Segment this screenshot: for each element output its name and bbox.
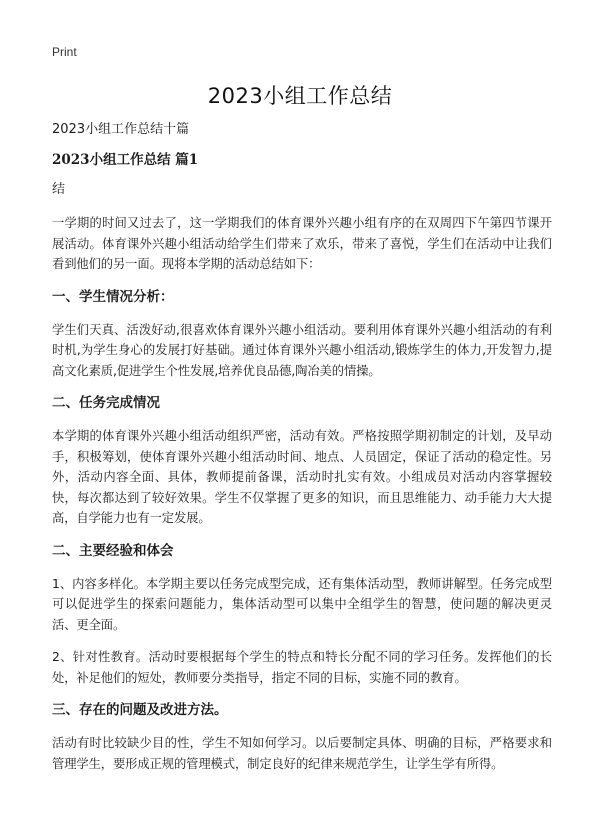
article-heading: 2023小组工作总结 篇1: [52, 152, 199, 168]
section-paragraph: 本学期的体育课外兴趣小组活动组织严密，活动有效。严格按照学期初制定的计划，及早动手，积极筹划，使体育课外兴趣小组活动时间、地点、人员固定，保证了活动的稳定性。另外，活动内容全面、具体，教师提前备课，活动时扎实有效。小组成员对活动内容掌握较快，每次都达到了较好效果。学生不仅掌握了更多的知识，而且思维能力、动手能力大大提高，自学能力也有一定发展。: [52, 429, 552, 525]
section-paragraph: 1、内容多样化。本学期主要以任务完成型完成，还有集体活动型，教师讲解型。任务完成型可以促进学生的探索问题能力，集体活动型可以集中全组学生的智慧，使问题的解决更灵活、更全面。: [52, 576, 552, 632]
section-paragraph: 2、针对性教育。活动时要根据每个学生的特点和特长分配不同的学习任务。发挥他们的长处，补足他们的短处，教师要分类指导，指定不同的目标，实施不同的教育。: [52, 650, 552, 685]
intro-paragraph: 一学期的时间又过去了，这一学期我们的体育课外兴趣小组有序的在双周四下午第四节课开展活动。体育课外兴趣小组活动给学生们带来了欢乐，带来了喜悦，学生们在活动中让我们看到他们的另一面。现将本学期的活动总结如下：: [52, 216, 552, 271]
section-heading-problems: 三、存在的问题及改进方法。: [52, 702, 228, 718]
section-heading-student-analysis: 一、学生情况分析：: [52, 288, 174, 305]
print-link[interactable]: Print: [52, 45, 77, 59]
document-title: 2023小组工作总结: [207, 84, 393, 108]
section-paragraph: 活动有时比较缺少目的性，学生不知如何学习。以后要制定具体、明确的目标，严格要求和管理学生，要形成正规的管理模式，制定良好的纪律来规范学生，让学生学有所得。: [52, 736, 552, 771]
section-paragraph: 学生们天真、活泼好动,很喜欢体育课外兴趣小组活动。要利用体育课外兴趣小组活动的有利时机,为学生身心的发展打好基础。通过体育课外兴趣小组活动,锻炼学生的体力,开发智力,提高文化素质,促进学生个性发展,培养优良品德,陶冶美的情操。: [52, 322, 552, 378]
section-heading-experience: 二、主要经验和体会: [52, 542, 174, 559]
document-content: [52, 120, 552, 786]
intro-char: 结: [52, 182, 66, 197]
document-subtitle: 2023小组工作总结十篇: [52, 122, 190, 137]
section-heading-task-completion: 二、任务完成情况: [52, 395, 160, 411]
